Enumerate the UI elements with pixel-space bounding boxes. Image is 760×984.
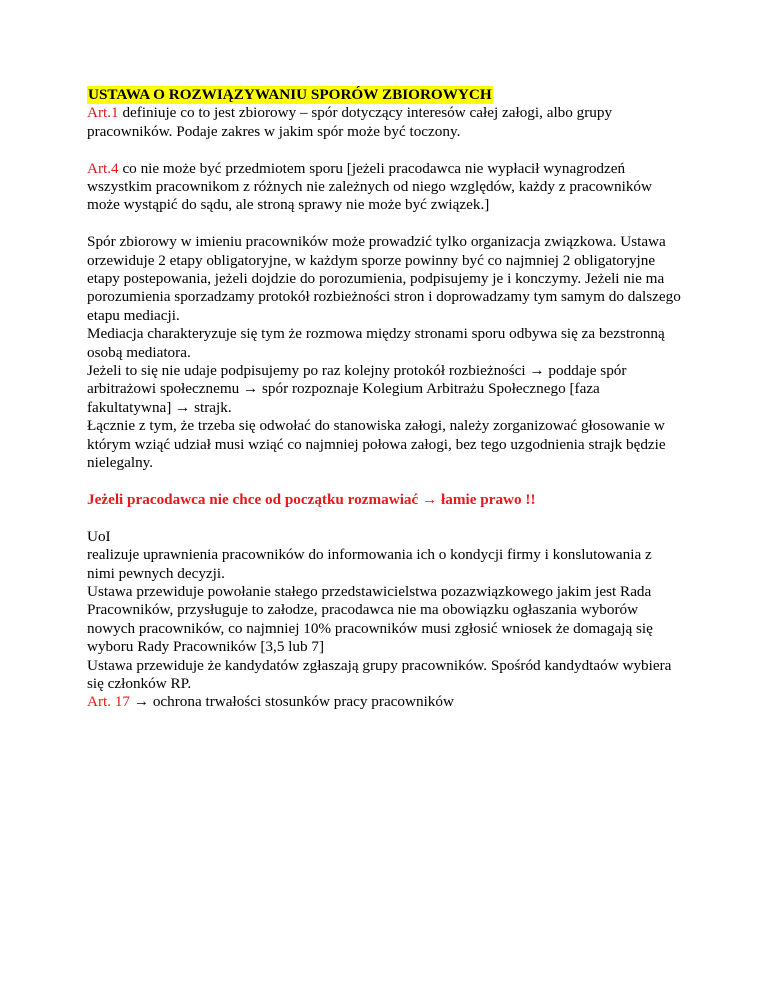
paragraph-line: arbitrażowi społecznemu → spór rozpoznaje Kolegium Arbitrażu Społecznego [faza	[87, 380, 600, 398]
paragraph-line: Jeżeli to się nie udaje podpisujemy po raz kolejny protokół rozbieżności → poddaje spór	[87, 362, 627, 380]
spacer	[87, 141, 680, 159]
art1-line-1	[87, 104, 680, 122]
paragraph-line: etapy postepowania, jeżeli dojdzie do porozumienia, podpisujemy je i konczymy. Jeżeli nie ma	[87, 270, 665, 288]
spacer	[87, 473, 680, 491]
paragraph-line: osobą mediatora.	[87, 343, 191, 361]
art1-label: Art.1	[87, 104, 119, 122]
paragraph-line: nimi pewnych decyzji.	[87, 564, 225, 582]
art1-line-2: pracowników. Podaje zakres w jakim spór może być toczony.	[87, 122, 461, 140]
art1-text-1: definiuje co to jest zbiorowy – spór dotyczący interesów całej załogi, albo grupy	[118, 104, 613, 122]
paragraph-line: Łącznie z tym, że trzeba się odwołać do stanowiska załogi, należy zorganizować głosowanie w	[87, 417, 665, 435]
paragraph-line: którym wziąć udział musi wziąć co najmniej połowa załogi, bez tego uzgodnienia strajk będzie	[87, 435, 666, 453]
paragraph-line: orzewiduje 2 etapy obligatoryjne, w każdym sporze powinny być co najmniej 2 obligatoryjne	[87, 251, 656, 269]
spacer	[87, 509, 680, 527]
paragraph-line: wyboru Rady Pracowników [3,5 lub 7]	[87, 638, 325, 656]
title-line	[87, 86, 680, 104]
paragraph-line: realizuje uprawnienia pracowników do informowania ich o kondycji firmy i konslutowania z	[87, 546, 652, 564]
paragraph-line: porozumienia sporzadzamy protokół rozbieżności stron i doprowadzamy tym samym do dalszego	[87, 288, 681, 306]
art4-text-1: co nie może być przedmiotem sporu [jeżeli pracodawca nie wypłacił wynagrodzeń	[118, 159, 626, 177]
paragraph-line: nowych pracowników, co najmniej 10% pracowników musi zgłosić wniosek że domagają się	[87, 619, 653, 637]
art4-line-3: może wystąpić do sądu, ale stroną sprawy nie może być związek.]	[87, 196, 490, 214]
art4-line-2: wszystkim pracownikom z różnych nie zależnych od niego względów, każdy z pracowników	[87, 178, 652, 196]
paragraph-line: etapu mediacji.	[87, 306, 180, 324]
art17-line	[87, 693, 680, 711]
paragraph-line: się członków RP.	[87, 674, 192, 692]
warning-line: Jeżeli pracodawca nie chce od początku rozmawiać → łamie prawo !!	[87, 490, 536, 508]
spacer	[87, 215, 680, 233]
paragraph-line: Ustawa przewiduje powołanie stałego przedstawicielstwa pozazwiązkowego jakim jest Rada	[87, 582, 652, 600]
uoi-heading: UoI	[87, 527, 111, 545]
art4-label: Art.4	[87, 159, 119, 177]
paragraph-line: Pracowników, przysługuje to załodze, pracodawca nie ma obowiązku ogłaszania wyborów	[87, 601, 639, 619]
paragraph-line: Mediacja charakteryzuje się tym że rozmowa między stronami sporu odbywa się za bezstronną	[87, 325, 665, 343]
document-title: USTAWA O ROZWIĄZYWANIU SPORÓW ZBIOROWYCH	[88, 86, 492, 103]
art17-text: → ochrona trwałości stosunków pracy pracowników	[130, 693, 454, 711]
paragraph-line: Ustawa przewiduje że kandydatów zgłaszają grupy pracowników. Spośród kandydtaów wybiera	[87, 656, 672, 674]
paragraph-line: nielegalny.	[87, 454, 154, 472]
paragraph-line: Spór zbiorowy w imieniu pracowników może prowadzić tylko organizacja związkowa. Ustawa	[87, 233, 666, 251]
paragraph-line: fakultatywna] → strajk.	[87, 398, 232, 416]
art4-line-1	[87, 160, 680, 178]
art17-label: Art. 17	[87, 693, 131, 711]
